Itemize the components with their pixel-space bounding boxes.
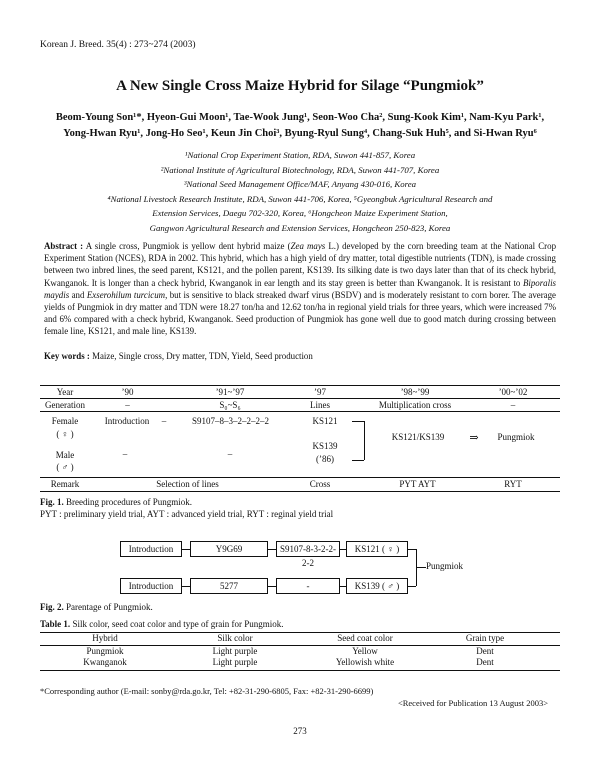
female-pedigree: S9107–8–3–2–2–2–2 — [191, 416, 269, 426]
pathogen-name: Exserohilum turcicum — [86, 289, 166, 300]
bottom-introduction-box: Introduction — [120, 578, 182, 594]
connector — [408, 549, 416, 550]
figure-1-caption — [40, 497, 192, 507]
remark-cell: Cross — [309, 479, 331, 489]
connector — [268, 549, 276, 550]
table-cell: Yellow — [352, 646, 378, 656]
generation-cell: – — [510, 400, 516, 410]
male-line-year: (’86) — [316, 454, 334, 464]
parentage-result: Pungmiok — [426, 561, 464, 571]
header-1998-1999: ’98~’99 — [400, 387, 430, 397]
remark-cell: RYT — [504, 479, 522, 489]
connector — [416, 567, 426, 568]
table-cell: Pungmiok — [86, 646, 124, 656]
female-symbol: ( ♀ ) — [56, 429, 74, 439]
y9g69-box: Y9G69 — [190, 541, 268, 557]
male-dash: – — [227, 449, 233, 459]
bracket-line — [352, 421, 364, 422]
caption-label: Fig. 1. — [40, 497, 64, 507]
abstract — [44, 240, 556, 338]
female-introduction: Introduction — [104, 416, 150, 426]
line-5277-box: 5277 — [190, 578, 268, 594]
caption-label: Table 1. — [40, 619, 71, 629]
abstract-label: Abstract : — [44, 241, 84, 251]
cross-ks121-ks139: KS121/KS139 — [391, 432, 445, 442]
affiliations — [0, 148, 600, 235]
caption-label: Fig. 2. — [40, 602, 64, 612]
female-line-ks121: KS121 — [312, 416, 338, 426]
abstract-text: , but is sensitive to black streaked dwarf virus (BSDV) and is moderately resistant to corn borer. The average yields of Pungmiok in dry matter and TDN were 18.27 ton/ha and 12.62 ton/ha in regional yield trials for three years, which were increased 7% and 6% compared with a check hybrid, Kwanganok. Seed production of Pungmiok has gone well due to good match during crossing between female line, KS121, and male line, KS139. — [44, 289, 556, 337]
figure-2-caption — [40, 602, 153, 612]
column-header: Silk color — [217, 633, 253, 643]
connector — [408, 586, 416, 587]
table-1-caption — [40, 619, 284, 629]
paper-title: A New Single Cross Maize Hybrid for Silage “Pungmiok” — [116, 78, 484, 94]
table-rule — [40, 398, 560, 399]
table-rule — [40, 411, 560, 412]
corresponding-author-footnote: *Corresponding author (E-mail: sonby@rda.go.kr, Tel: +82-31-290-6805, Fax: +82-31-290-6699) — [40, 686, 374, 696]
generation-label: Generation — [45, 400, 85, 410]
table-cell: Kwanganok — [83, 657, 127, 667]
affiliation-line: ²National Institute of Agricultural Biotechnology, RDA, Suwon 441-707, Korea — [160, 164, 440, 175]
bracket-line — [352, 460, 364, 461]
s9107-box: S9107-8-3-2-2-2-2 — [276, 541, 340, 557]
table-rule — [40, 491, 560, 492]
abstract-text: A single cross, Pungmiok is yellow dent hybrid maize ( — [83, 241, 291, 251]
affiliation-line: Gangwon Agricultural Research and Extension Services, Hongcheon 250-823, Korea — [149, 222, 451, 233]
male-dash: – — [122, 449, 128, 459]
received-date: <Received for Publication 13 August 2003> — [397, 698, 548, 708]
affiliation-line: ⁴National Livestock Research Institute, RDA, Suwon 441-706, Korea, ⁵Gyeongbuk Agricultural Research and — [107, 193, 493, 204]
keywords-text: Maize, Single cross, Dry matter, TDN, Yield, Seed production — [89, 351, 313, 361]
header-1990: ’90 — [121, 387, 134, 397]
caption-text: Breeding procedures of Pungmiok. — [63, 497, 192, 507]
connector — [182, 549, 190, 550]
author-list-line-1: Beom-Young Son¹*, Hyeon-Gui Moon¹, Tae-Wook Jung¹, Seon-Woo Cha², Sung-Kook Kim¹, Nam-Kyu Park¹, — [55, 112, 545, 123]
result-pungmiok: Pungmiok — [497, 432, 535, 442]
remark-cell: Selection of lines — [156, 479, 219, 489]
affiliation-line: ¹National Crop Experiment Station, RDA, Suwon 441-857, Korea — [184, 150, 416, 160]
female-dash: – — [161, 416, 167, 426]
bracket-line — [364, 421, 365, 460]
female-label: Female — [51, 416, 79, 426]
keywords-label: Key words : — [44, 351, 90, 361]
arrow-icon: ⇒ — [469, 432, 479, 444]
page-number: 273 — [293, 726, 307, 736]
pathogen-name: Biporalis maydis — [44, 277, 556, 300]
keywords — [44, 351, 556, 361]
male-line-ks139: KS139 — [312, 441, 338, 451]
abstract-text: and — [69, 289, 87, 300]
remark-label: Remark — [50, 479, 80, 489]
ks139-box: KS139 ( ♂ ) — [346, 578, 408, 594]
remark-cell: PYT AYT — [399, 479, 436, 489]
caption-text: Parentage of Pungmiok. — [63, 602, 153, 612]
table-cell: Light purple — [212, 657, 258, 667]
connector — [182, 586, 190, 587]
journal-reference: Korean J. Breed. 35(4) : 273~274 (2003) — [40, 40, 196, 50]
caption-text: Silk color, seed coat color and type of grain for Pungmiok. — [70, 619, 284, 629]
column-header: Grain type — [465, 633, 505, 643]
table-rule — [40, 385, 560, 386]
male-label: Male — [55, 450, 75, 460]
dash-box: - — [276, 578, 340, 594]
species-name: Zea mays — [290, 241, 326, 251]
header-2000-2002: ’00~’02 — [498, 387, 528, 397]
header-year: Year — [56, 387, 74, 397]
column-header: Hybrid — [92, 633, 118, 643]
header-1991-1997: ’91~’97 — [215, 387, 245, 397]
table-cell: Dent — [476, 657, 494, 667]
table-cell: Dent — [476, 646, 494, 656]
affiliation-line: Extension Services, Daegu 702-320, Korea, ⁶Hongcheon Maize Experiment Station, — [152, 208, 448, 218]
generation-cell: – — [125, 400, 130, 410]
table-rule — [40, 670, 560, 671]
column-header: Seed coat color — [337, 633, 393, 643]
author-list-line-2: Yong-Hwan Ryu¹, Jong-Ho Seo¹, Keun Jin Choi³, Byung-Ryul Sung⁴, Chang-Suk Huh⁵, and Si-Hwan Ryu⁶ — [63, 128, 537, 139]
table-cell: Yellowish white — [335, 657, 395, 667]
male-symbol: ( ♂ ) — [56, 462, 74, 472]
generation-cell: Multiplication cross — [378, 400, 452, 410]
table-cell: Light purple — [212, 646, 258, 656]
abstract-text: L.) developed by the corn breeding team at the National Crop Experiment Station (NCES), RDA in 2002. This hybrid, which has a high yield of dry matter, total digestible nutrients (TDN), is made crossing between two inbred lines, the seed parent, KS121, and the pollen parent, KS139. Its silking date is two days later than that of its check hybrid, Kwanganok. It is longer than a check hybrid, Kwanganok in ear length and its stay green is better than Kwanganok. It is resistant to — [44, 241, 557, 288]
generation-cell: Lines — [310, 400, 330, 410]
connector — [268, 586, 276, 587]
ks121-box: KS121 ( ♀ ) — [346, 541, 408, 557]
header-1997: ’97 — [314, 387, 326, 397]
top-introduction-box: Introduction — [120, 541, 182, 557]
generation-cell: S₀~S₆ — [219, 400, 241, 410]
table-rule — [40, 477, 560, 478]
figure-1-note: PYT : preliminary yield trial, AYT : advanced yield trial, RYT : reginal yield trial — [40, 509, 334, 519]
affiliation-line: ³National Seed Management Office/MAF, Anyang 430-016, Korea — [183, 179, 417, 189]
